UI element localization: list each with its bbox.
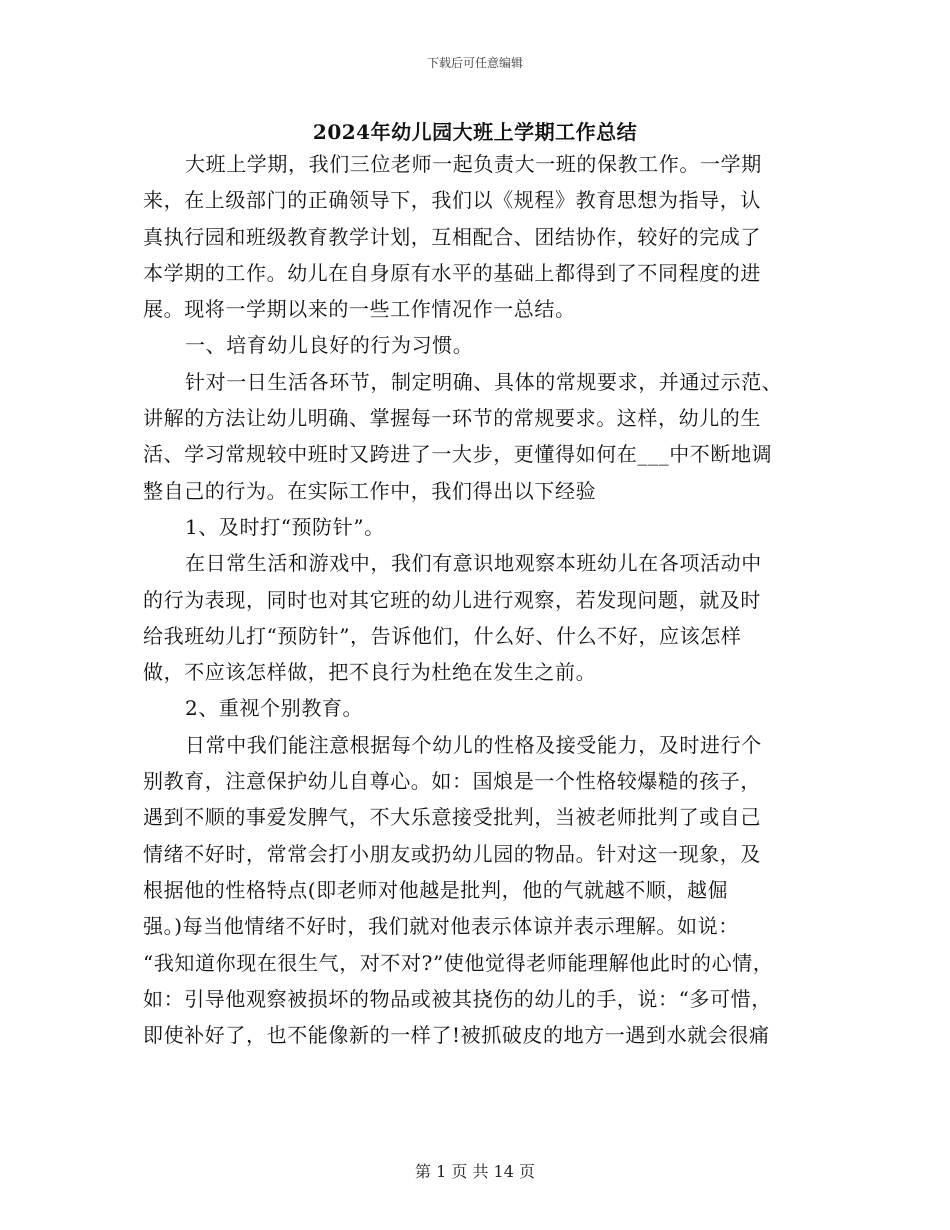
paragraph-line: 日常中我们能注意根据每个幼儿的性格及接受能力，及时进行个 (185, 732, 762, 757)
paragraph-line: 如：引导他观察被损坏的物品或被其挠伤的幼儿的手，说：“多可惜， (143, 986, 772, 1011)
paragraph-line: “我知道你现在很生气，对不对?”使他觉得老师能理解他此时的心情， (143, 950, 774, 975)
paragraph-line: 整自己的行为。在实际工作中，我们得出以下经验 (143, 478, 597, 503)
paragraph-line: 在日常生活和游戏中，我们有意识地观察本班幼儿在各项活动中 (185, 551, 762, 576)
section-heading: 一、培育幼儿良好的行为习惯。 (185, 333, 474, 358)
subsection-heading: 2、重视个别教育。 (185, 696, 364, 721)
paragraph-line: 即使补好了，也不能像新的一样了!被抓破皮的地方一遇到水就会很痛 (143, 1023, 770, 1048)
paragraph-line: 根据他的性格特点(即老师对他越是批判，他的气就越不顺，越倔 (143, 877, 729, 902)
paragraph-line: 强。)每当他情绪不好时，我们就对他表示体谅并表示理解。如说： (143, 914, 739, 939)
paragraph-line: 针对一日生活各环节，制定明确、具体的常规要求，并通过示范、 (185, 369, 783, 394)
page-number-footer: 第 1 页 共 14 页 (415, 1162, 535, 1181)
paragraph-line: 讲解的方法让幼儿明确、掌握每一环节的常规要求。这样，幼儿的生 (143, 406, 761, 431)
paragraph-line: 情绪不好时，常常会打小朋友或扔幼儿园的物品。针对这一现象，及 (143, 841, 761, 866)
paragraph-line: 活、学习常规较中班时又跨进了一大步，更懂得如何在___中不断地调 (143, 442, 773, 467)
paragraph-line: 给我班幼儿打“预防针”，告诉他们，什么好、什么不好，应该怎样 (143, 623, 742, 648)
paragraph-line: 别教育，注意保护幼儿自尊心。如：国烺是一个性格较爆糙的孩子， (143, 769, 761, 794)
paragraph-line: 的行为表现，同时也对其它班的幼儿进行观察，若发现问题，就及时 (143, 587, 761, 612)
page-header-note: 下载后可任意编辑 (426, 56, 523, 70)
paragraph-line: 做，不应该怎样做，把不良行为杜绝在发生之前。 (143, 660, 597, 685)
paragraph-line: 本学期的工作。幼儿在自身原有水平的基础上都得到了不同程度的进 (143, 260, 761, 285)
document-body (143, 146, 815, 1053)
paragraph-line: 真执行园和班级教育教学计划，互相配合、团结协作，较好的完成了 (143, 224, 761, 249)
document-title: 2024年幼儿园大班上学期工作总结 (312, 120, 638, 144)
paragraph-line: 来，在上级部门的正确领导下，我们以《规程》教育思想为指导，认 (143, 188, 761, 213)
paragraph-line: 展。现将一学期以来的一些工作情况作一总结。 (143, 297, 576, 322)
subsection-heading: 1、及时打“预防针”。 (185, 514, 385, 539)
paragraph-line: 大班上学期，我们三位老师一起负责大一班的保教工作。一学期 (185, 152, 762, 176)
paragraph-line: 遇到不顺的事爱发脾气，不大乐意接受批判，当被老师批判了或自己 (143, 805, 761, 830)
